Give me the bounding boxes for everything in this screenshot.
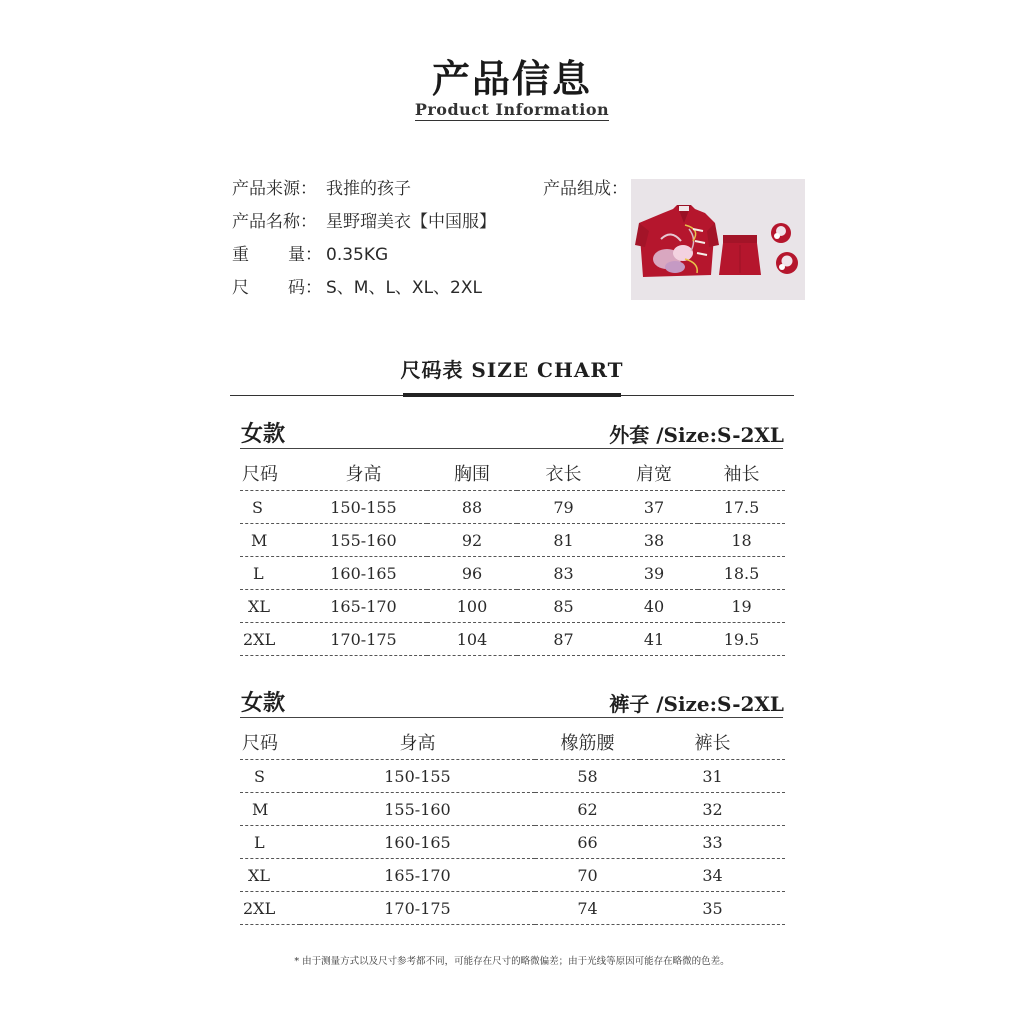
table-cell: S — [240, 491, 300, 524]
table-cell: 74 — [535, 892, 640, 925]
table-cell: XL — [240, 859, 300, 892]
table-row — [240, 859, 785, 892]
table-cell: 38 — [610, 524, 698, 557]
table-cell: 160-165 — [300, 557, 427, 590]
table-row — [240, 524, 785, 557]
table-cell: 34 — [640, 859, 785, 892]
table-header-cell: 肩宽 — [610, 456, 698, 491]
table-cell: 18.5 — [698, 557, 785, 590]
table-cell: 87 — [517, 623, 610, 656]
info-value-size: S、M、L、XL、2XL — [326, 278, 482, 298]
table-cell: 100 — [427, 590, 517, 623]
table-cell: 32 — [640, 793, 785, 826]
table-cell: 83 — [517, 557, 610, 590]
table-cell: 85 — [517, 590, 610, 623]
table-cell: S — [240, 760, 300, 793]
table-cell: 81 — [517, 524, 610, 557]
table-cell: 17.5 — [698, 491, 785, 524]
table-row — [240, 892, 785, 925]
product-photo — [631, 179, 805, 300]
table-header-cell: 尺码 — [240, 725, 300, 760]
table-cell: XL — [240, 590, 300, 623]
page-subtitle — [0, 100, 1024, 119]
table-header-row — [240, 725, 785, 760]
table-cell: 160-165 — [300, 826, 535, 859]
table-row — [240, 760, 785, 793]
pants-illustration — [719, 235, 761, 275]
pants-size-table — [240, 725, 785, 925]
table-cell: 33 — [640, 826, 785, 859]
table-cell: 58 — [535, 760, 640, 793]
table-cell: 19.5 — [698, 623, 785, 656]
table-cell: 2XL — [240, 892, 300, 925]
table-header-cell: 身高 — [300, 456, 427, 491]
table-cell: 155-160 — [300, 524, 427, 557]
info-label-weight-a: 重 — [232, 245, 249, 265]
info-label-size-b: 码： — [288, 278, 322, 298]
table-header-cell: 裤长 — [640, 725, 785, 760]
info-row-weight — [232, 243, 388, 267]
table-cell: 170-175 — [300, 623, 427, 656]
table-cell: 92 — [427, 524, 517, 557]
table-cell: 37 — [610, 491, 698, 524]
table-cell: M — [240, 524, 300, 557]
size-chart-heading: 尺码表 SIZE CHART — [400, 358, 624, 382]
table-header-cell: 衣长 — [517, 456, 610, 491]
table-cell: 35 — [640, 892, 785, 925]
info-label-weight-b: 量： — [288, 245, 322, 265]
table-cell: 88 — [427, 491, 517, 524]
table-cell: 79 — [517, 491, 610, 524]
table-row — [240, 557, 785, 590]
info-label-composition: 产品组成： — [543, 179, 628, 199]
table-row — [240, 793, 785, 826]
table-cell: 104 — [427, 623, 517, 656]
table-cell: 150-155 — [300, 760, 535, 793]
table-cell: 170-175 — [300, 892, 535, 925]
info-label-source: 产品来源： — [232, 179, 317, 199]
jacket-section-right-title: 外套 /Size:S-2XL — [609, 423, 784, 447]
size-chart-rule-accent — [403, 393, 621, 397]
table-cell: 18 — [698, 524, 785, 557]
jacket-size-table — [240, 456, 785, 656]
jacket-section-left-title: 女款 — [241, 421, 286, 447]
table-header-cell: 尺码 — [240, 456, 300, 491]
info-row-source — [232, 177, 411, 201]
table-cell: 19 — [698, 590, 785, 623]
page-title: 产品信息 — [431, 56, 592, 101]
info-value-weight: 0.35KG — [326, 245, 389, 265]
table-header-cell: 身高 — [300, 725, 535, 760]
footnote: * 由于测量方式以及尺寸参考都不同，可能存在尺寸的略微偏差；由于光线等原因可能存在略微的色差。 — [294, 956, 730, 967]
info-row-name — [232, 210, 496, 234]
page-subtitle-text: Product Information — [414, 100, 610, 119]
table-cell: 96 — [427, 557, 517, 590]
table-cell: 165-170 — [300, 590, 427, 623]
info-value-name: 星野瑠美衣【中国服】 — [326, 212, 496, 232]
table-cell: L — [240, 557, 300, 590]
table-header-cell: 胸围 — [427, 456, 517, 491]
info-label-size-a: 尺 — [232, 278, 249, 298]
table-header-cell: 橡筋腰 — [535, 725, 640, 760]
info-value-source: 我推的孩子 — [326, 179, 411, 199]
table-cell: 31 — [640, 760, 785, 793]
table-row — [240, 590, 785, 623]
info-label-weight — [232, 243, 326, 267]
jacket-section-rule — [240, 448, 783, 449]
info-label-name: 产品名称： — [232, 212, 317, 232]
info-row-size — [232, 276, 482, 300]
pants-section-rule — [240, 717, 783, 718]
table-cell: 40 — [610, 590, 698, 623]
pants-section-left-title: 女款 — [241, 690, 286, 716]
table-cell: 66 — [535, 826, 640, 859]
info-label-size — [232, 276, 326, 300]
table-cell: 39 — [610, 557, 698, 590]
table-row — [240, 826, 785, 859]
table-header-row — [240, 456, 785, 491]
table-cell: 2XL — [240, 623, 300, 656]
table-row — [240, 623, 785, 656]
table-cell: M — [240, 793, 300, 826]
table-cell: 150-155 — [300, 491, 427, 524]
table-cell: L — [240, 826, 300, 859]
table-cell: 155-160 — [300, 793, 535, 826]
table-cell: 62 — [535, 793, 640, 826]
pants-section-right-title: 裤子 /Size:S-2XL — [609, 692, 784, 716]
table-cell: 70 — [535, 859, 640, 892]
table-row — [240, 491, 785, 524]
table-cell: 41 — [610, 623, 698, 656]
table-cell: 165-170 — [300, 859, 535, 892]
table-header-cell: 袖长 — [698, 456, 785, 491]
product-photo-image — [631, 179, 805, 300]
